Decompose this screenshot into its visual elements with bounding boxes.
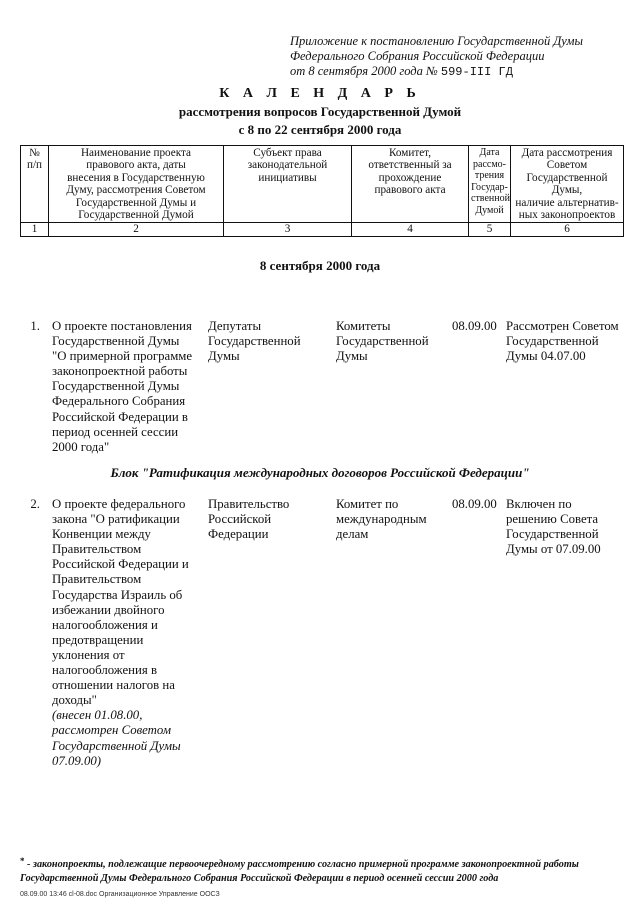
col-number: 6 <box>511 223 624 236</box>
footnote <box>20 854 630 886</box>
row-title: О проекте федерального закона "О ратификации Конвенции между Правительством Российской Федерации и Правительством Государства Израиль об избежании двойного налогообложения и предотвращении уклонения от налогообложения в отношении налогов на доходы" <box>52 497 189 708</box>
calendar-header-table <box>20 145 624 237</box>
row-number: 2. <box>30 497 40 511</box>
col-header-council: Дата рассмотрения Советом Государственной Думы, наличие альтернатив- ных законопроектов <box>511 146 624 223</box>
row-number: 1. <box>30 319 40 333</box>
col-header-subject: Субъект права законодательной инициативы <box>224 146 352 223</box>
col-number: 1 <box>21 223 49 236</box>
appendix-date: от 8 сентября 2000 года № <box>290 64 438 78</box>
row-council: Включен по решению Совета Государственной Думы от 07.09.00 <box>506 497 601 557</box>
row-subject: Правительство Российской Федерации <box>208 497 290 542</box>
row-title: О проекте постановления Государственной Думы "О примерной программе законопроектной работы Государственной Думы Федерального Собрания Российской Федерации в период осенней сессии 2000 года" <box>52 319 193 454</box>
date-heading: 8 сентября 2000 года <box>259 258 381 273</box>
col-number: 2 <box>49 223 224 236</box>
header-row <box>21 146 624 223</box>
footnote-text: - законопроекты, подлежащие первоочередному рассмотрению согласно примерной программе законопроектной работы Государственной Думы Федерального Собрания Российской Федерации в период осенней сессии 2000 года <box>20 859 579 884</box>
col-header-committee: Комитет, ответственный за прохождение правового акта <box>352 146 469 223</box>
appendix-line-1: Приложение к постановлению Государственной Думы <box>290 34 583 48</box>
document-title: К А Л Е Н Д А Р Ь <box>219 86 421 101</box>
col-header-title: Наименование проекта правового акта, даты внесения в Государственную Думу, рассмотрения Советом Государственной Думы и Государственной Думой <box>49 146 224 223</box>
row-title-block <box>52 497 204 769</box>
row-note: (внесен 01.08.00, рассмотрен Советом Государственной Думы 07.09.00) <box>52 708 181 768</box>
row-council: Рассмотрен Советом Государственной Думы 04.07.00 <box>506 319 619 364</box>
footnote-mark: * <box>20 856 25 866</box>
appendix-line-3 <box>290 64 630 80</box>
col-number: 4 <box>352 223 469 236</box>
col-number: 3 <box>224 223 352 236</box>
row-date: 08.09.00 <box>452 497 497 511</box>
block-heading: Блок "Ратификация международных договоров Российской Федерации" <box>110 465 530 480</box>
col-number: 5 <box>469 223 511 236</box>
col-header-date: Дата рассмо- трения Государ- ственной Думой <box>469 146 511 223</box>
col-header-number: № п/п <box>21 146 49 223</box>
column-numbers-row <box>21 223 624 236</box>
row-committee: Комитеты Государственной Думы <box>336 319 429 364</box>
row-date: 08.09.00 <box>452 319 497 333</box>
resolution-number: 599-III ГД <box>440 65 513 79</box>
appendix-note <box>290 34 630 80</box>
document-subtitle: рассмотрения вопросов Государственной Думой <box>178 104 462 119</box>
document-footer-line: 08.09.00 13:46 cl-08.doc Организационное Управление ООСЗ <box>20 891 220 898</box>
row-subject: Депутаты Государственной Думы <box>208 319 301 364</box>
appendix-line-2: Федерального Собрания Российской Федерации <box>290 49 545 63</box>
row-committee: Комитет по международным делам <box>336 497 427 542</box>
document-period: с 8 по 22 сентября 2000 года <box>238 122 402 137</box>
